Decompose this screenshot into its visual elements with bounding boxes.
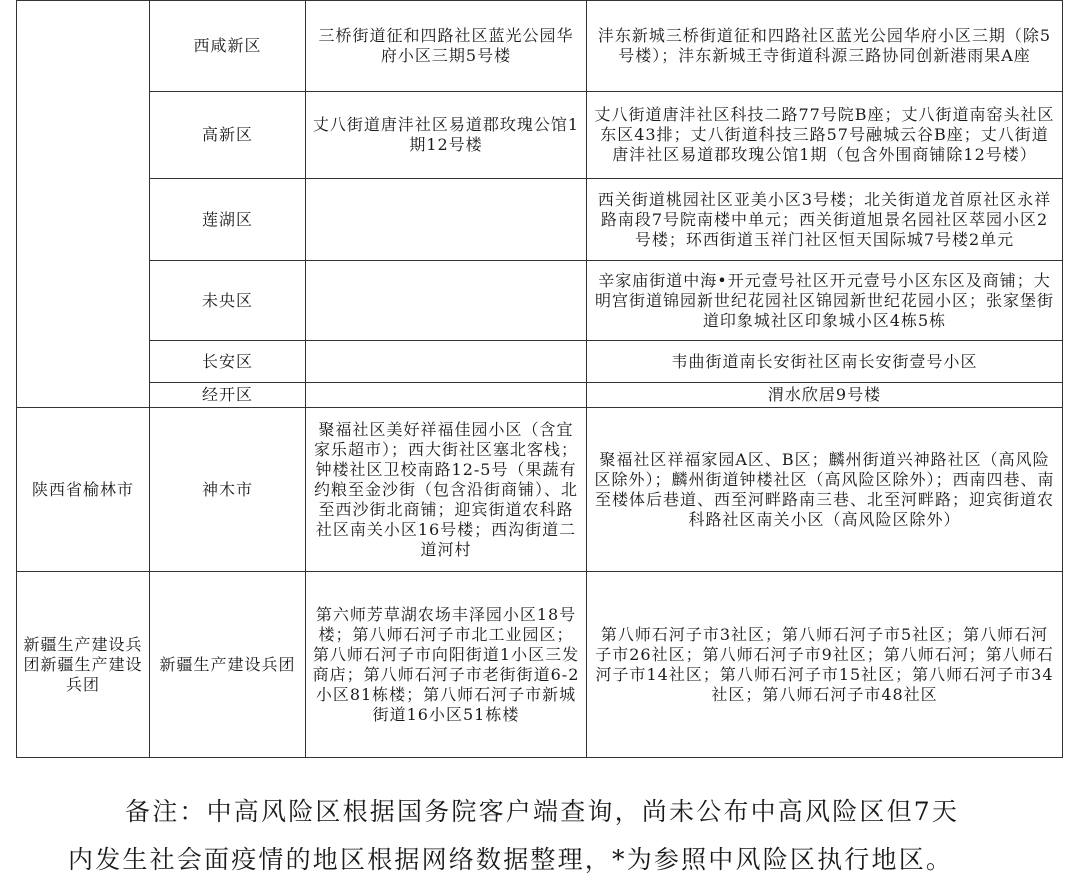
province-cell: 陕西省榆林市 xyxy=(17,408,150,572)
footnote-line-1: 备注：中高风险区根据国务院客户端查询，尚未公布中高风险区但7天 xyxy=(125,797,960,826)
table-row xyxy=(17,341,1063,383)
high-risk-cell xyxy=(306,179,587,261)
risk-area-table xyxy=(16,0,1063,758)
medium-risk-cell: 辛家庙街道中海•开元壹号社区开元壹号小区东区及商铺；大明宫街道锦园新世纪花园社区锦园新世纪花园小区；张家堡街道印象城社区印象城小区4栋5栋 xyxy=(587,261,1063,341)
high-risk-cell xyxy=(306,261,587,341)
table-row xyxy=(17,261,1063,341)
district-cell: 新疆生产建设兵团 xyxy=(150,572,306,758)
high-risk-cell: 丈八街道唐沣社区易道郡玫瑰公馆1期12号楼 xyxy=(306,92,587,179)
district-cell: 未央区 xyxy=(150,261,306,341)
table-row xyxy=(17,1,1063,92)
district-cell: 长安区 xyxy=(150,341,306,383)
medium-risk-cell: 渭水欣居9号楼 xyxy=(587,383,1063,408)
footnote xyxy=(0,788,1080,884)
high-risk-cell: 聚福社区美好祥福佳园小区（含宜家乐超市）；西大街社区塞北客栈；钟楼社区卫校南路12-5号（果蔬有约粮至金沙街（包含沿街商铺）、北至西沙街北商铺；迎宾街道农科路社区南关小区16号楼；西沟街道二道河村 xyxy=(306,408,587,572)
table-row xyxy=(17,92,1063,179)
province-cell xyxy=(17,1,150,408)
table-row xyxy=(17,408,1063,572)
footnote-line-2: 内发生社会面疫情的地区根据网络数据整理，*为参照中风险区执行地区。 xyxy=(68,845,954,874)
high-risk-cell: 第六师芳草湖农场丰泽园小区18号楼；第八师石河子市北工业园区；第八师石河子市向阳街道1小区三发商店；第八师石河子市老街街道6-2小区81栋楼；第八师石河子市新城街道16小区51栋楼 xyxy=(306,572,587,758)
district-cell: 西咸新区 xyxy=(150,1,306,92)
high-risk-cell xyxy=(306,341,587,383)
medium-risk-cell: 韦曲街道南长安街社区南长安街壹号小区 xyxy=(587,341,1063,383)
district-cell: 高新区 xyxy=(150,92,306,179)
district-cell: 神木市 xyxy=(150,408,306,572)
table-body xyxy=(17,1,1063,758)
high-risk-cell: 三桥街道征和四路社区蓝光公园华府小区三期5号楼 xyxy=(306,1,587,92)
district-cell: 莲湖区 xyxy=(150,179,306,261)
medium-risk-cell: 丈八街道唐沣社区科技二路77号院B座；丈八街道南窑头社区东区43排；丈八街道科技三路57号融城云谷B座；丈八街道唐沣社区易道郡玫瑰公馆1期（包含外围商铺除12号楼） xyxy=(587,92,1063,179)
medium-risk-cell: 第八师石河子市3社区；第八师石河子市5社区；第八师石河子市26社区；第八师石河子市9社区；第八师石河；第八师石河子市14社区；第八师石河子市15社区；第八师石河子市34社区；第八师石河子市48社区 xyxy=(587,572,1063,758)
table-row xyxy=(17,572,1063,758)
table-row xyxy=(17,179,1063,261)
province-cell: 新疆生产建设兵团新疆生产建设兵团 xyxy=(17,572,150,758)
district-cell: 经开区 xyxy=(150,383,306,408)
medium-risk-cell: 沣东新城三桥街道征和四路社区蓝光公园华府小区三期（除5号楼）；沣东新城王寺街道科源三路协同创新港雨果A座 xyxy=(587,1,1063,92)
high-risk-cell xyxy=(306,383,587,408)
table-row xyxy=(17,383,1063,408)
medium-risk-cell: 西关街道桃园社区亚美小区3号楼；北关街道龙首原社区永祥路南段7号院南楼中单元；西关街道旭景名园社区萃园小区2号楼；环西街道玉祥门社区恒天国际城7号楼2单元 xyxy=(587,179,1063,261)
medium-risk-cell: 聚福社区祥福家园A区、B区；麟州街道兴神路社区（高风险区除外）；麟州街道钟楼社区（高风险区除外）；西南四巷、南至楼体后巷道、西至河畔路南三巷、北至河畔路；迎宾街道农科路社区南关小区（高风险区除外） xyxy=(587,408,1063,572)
